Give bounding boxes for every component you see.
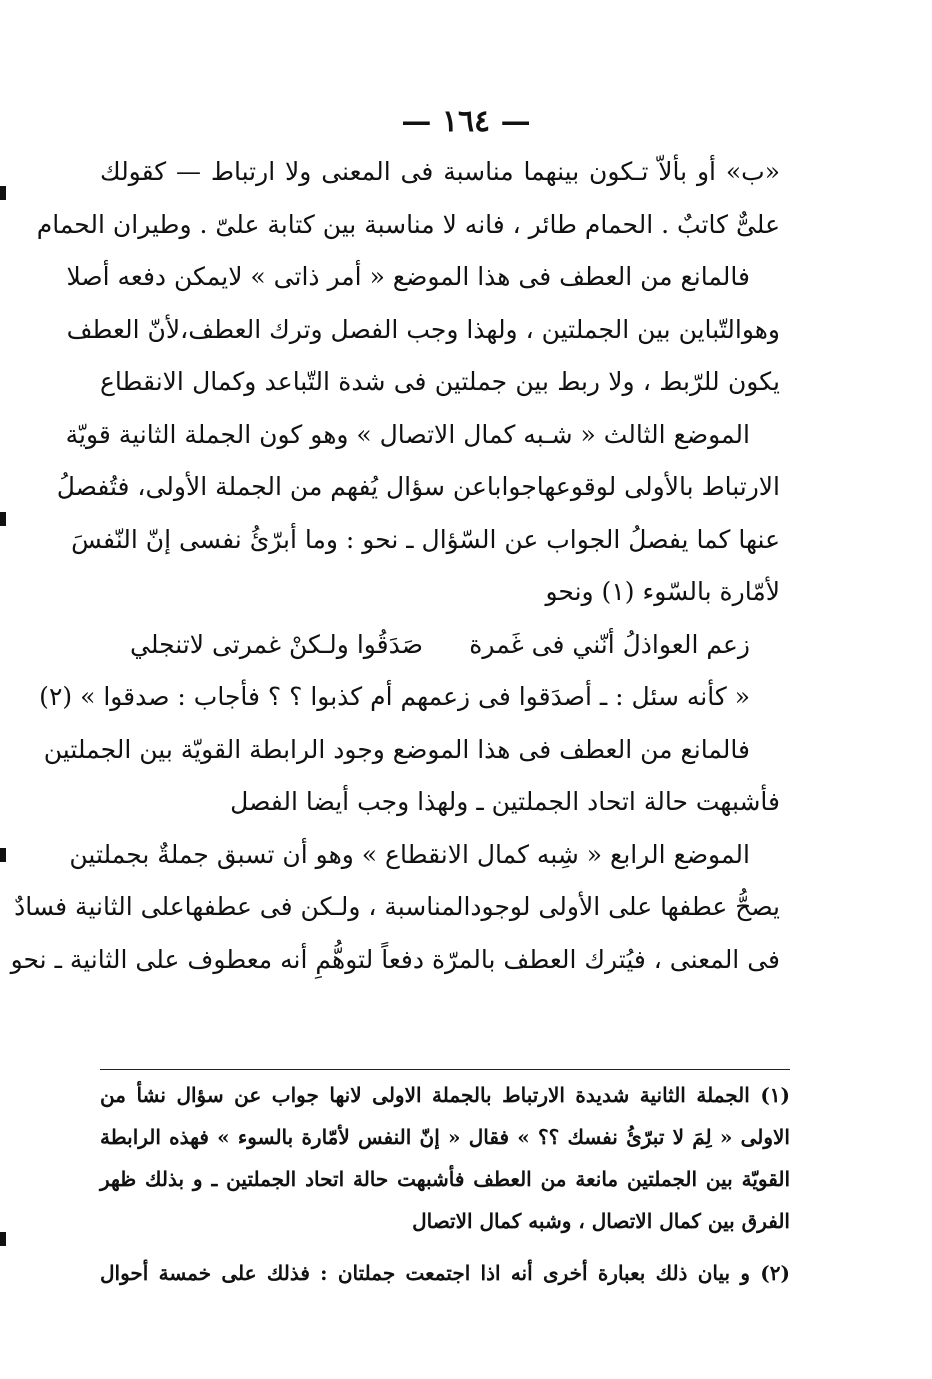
footnote-divider [100, 1069, 790, 1070]
footnote-line: (١) الجملة الثانية شديدة الارتباط بالجملة الاولى لانها جواب عن سؤال نشأ من [100, 1083, 790, 1107]
text-line: الموضع الثالث « شـبه كمال الاتصال » وهو كون الجملة الثانية قويّة [65, 419, 750, 449]
poetry-verse [100, 619, 780, 672]
text-line: الارتباط بالأولى لوقوعهاجواباعن سؤال يُفهم من الجملة الأولى، فتُفصلُ [56, 472, 780, 501]
text-line: عنها كما يفصلُ الجواب عن السّؤال ـ نحو : وما أبرّئُ نفسى إنّ النّفسَ [71, 524, 780, 554]
text-line: وهوالتّباين بين الجملتين ، ولهذا وجب الفصل وترك العطف،لأنّ العطف [66, 314, 780, 344]
text-line: « كأنه سئل : ـ أصدَقوا فى زعمهم أم كذبوا ؟ ؟ فأجاب : صدقوا » (٢) [39, 682, 750, 711]
text-line: لأمّارة بالسّوء (١) ونحو [545, 577, 780, 606]
text-line: يكون للرّبط ، ولا ربط بين جملتين فى شدة التّباعد وكمال الانقطاع [100, 367, 780, 396]
margin-mark [0, 186, 6, 200]
margin-mark [0, 512, 6, 526]
text-line: يصحُّ عطفها على الأولى لوجودالمناسبة ، ولـكن فى عطفهاعلى الثانية فسادٌ [14, 892, 780, 921]
text-line: الموضع الرابع « شِبه كمال الانقطاع » وهو أن تسبق جملةٌ بجملتين [69, 839, 750, 869]
verse-hemistich-right: زعم العواذلُ أنّني فى غَمرة [469, 629, 750, 659]
text-line: فى المعنى ، فيُترك العطف بالمرّة دفعاً لتوهُّمِ أنه معطوف على الثانية ـ نحو [10, 944, 780, 974]
margin-mark [0, 848, 6, 862]
footnote-line: القويّة بين الجملتين مانعة من العطف فأشبهت حالة اتحاد الجملتين ـ و بذلك ظهر [100, 1167, 790, 1191]
text-line: علىٌّ كاتبٌ . الحمام طائر ، فانه لا مناسبة بين كتابة علىّ . وطيران الحمام [36, 209, 780, 239]
text-line: فأشبهت حالة اتحاد الجملتين ـ ولهذا وجب أيضا الفصل [230, 787, 780, 816]
footnote-line: الفرق بين كمال الاتصال ، وشبه كمال الاتصال [412, 1209, 790, 1233]
verse-hemistich-left: صَدَقُوا ولـكنْ غمرتى لاتنجلي [130, 629, 423, 659]
main-text [10, 146, 780, 986]
text-line: فالمانع من العطف فى هذا الموضع « أمر ذاتى » لايمكن دفعه أصلا [66, 262, 750, 291]
margin-mark [0, 1232, 6, 1246]
page-number: — ١٦٤ — [401, 104, 531, 139]
footnotes [100, 1074, 790, 1294]
text-line: فالمانع من العطف فى هذا الموضع وجود الرابطة القويّة بين الجملتين [43, 734, 750, 764]
footnote-line: الاولى « لِمَ لا تبرّئُ نفسك ؟؟ » فقال « إنّ النفس لأمّارة بالسوء » فهذه الرابطة [100, 1125, 790, 1149]
text-line: «ب» أو بألاّ تـكون بينهما مناسبة فى المعنى ولا ارتباط — كقولك [100, 157, 780, 186]
footnote-line: (٢) و بيان ذلك بعبارة أخرى أنه اذا اجتمعت جملتان : فذلك على خمسة أحوال [100, 1261, 790, 1285]
